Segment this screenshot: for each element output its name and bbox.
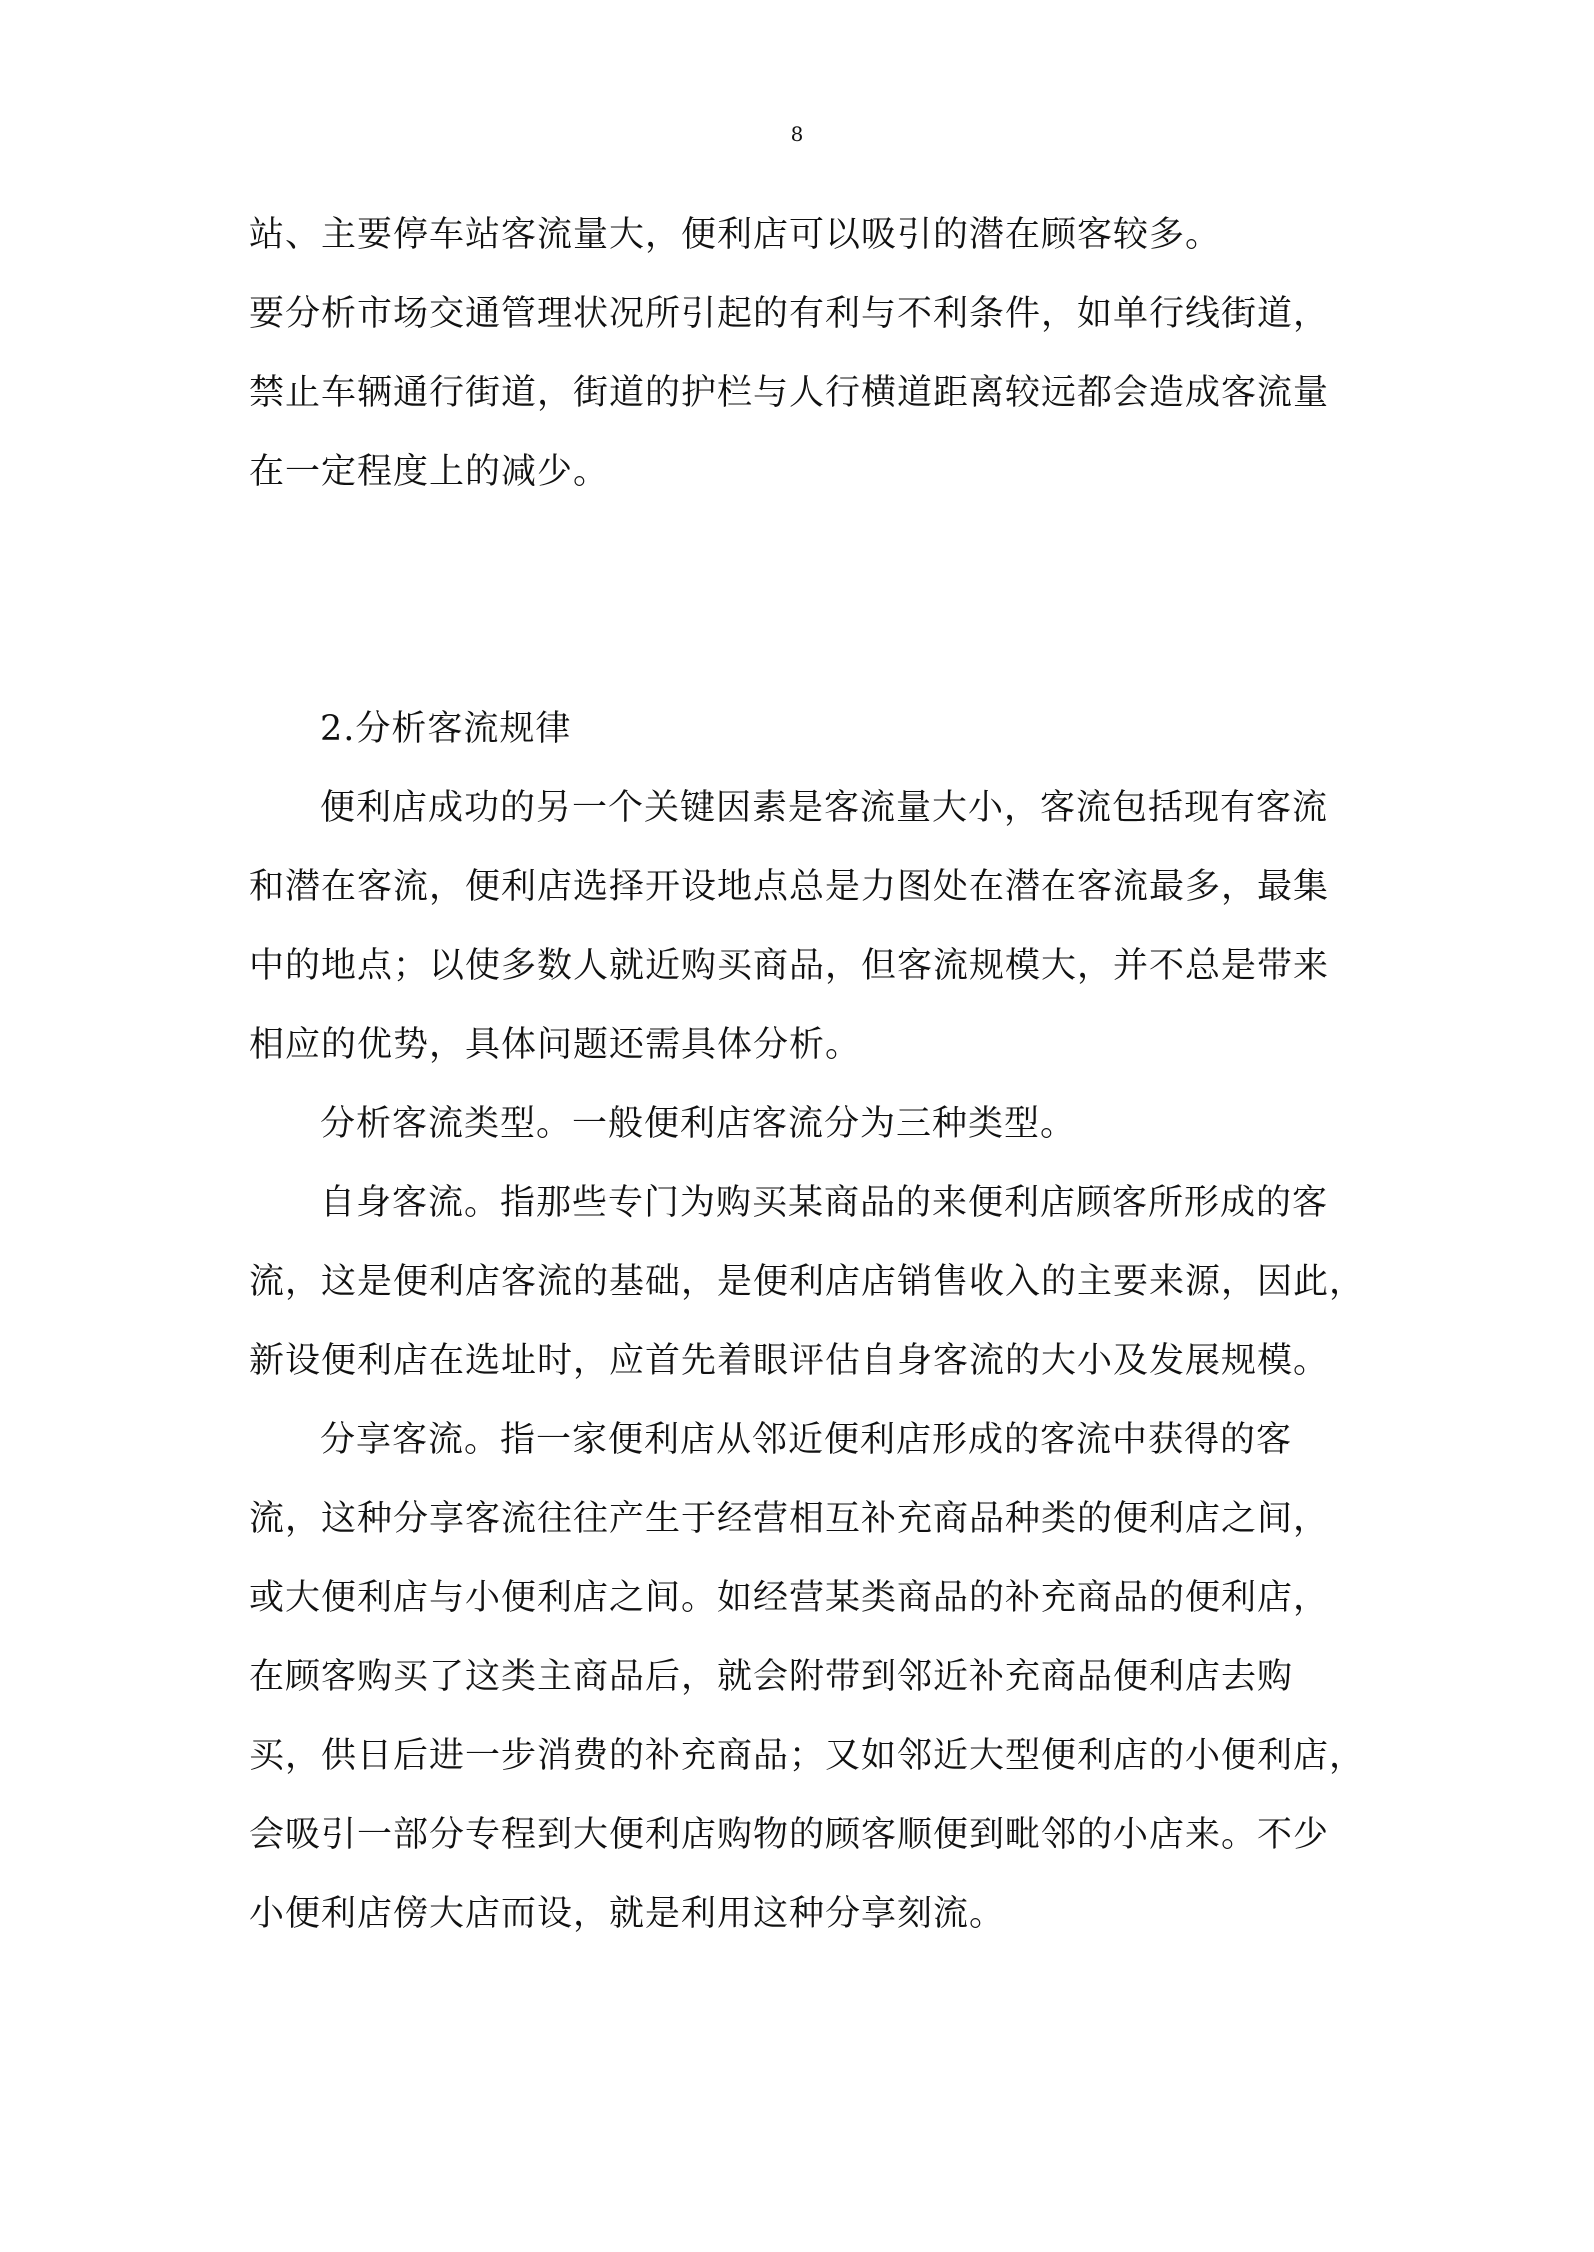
page-number: 8 [790,122,804,146]
text-line: 或大便利店与小便利店之间。如经营某类商品的补充商品的便利店， [249,1578,1330,1618]
section-customer-flow [249,690,1366,1954]
text-line: 自身客流。指那些专门为购买某商品的来便利店顾客所形成的客 [320,1183,1329,1223]
section-heading: 2.分析客流规律 [320,709,572,749]
text-line: 在一定程度上的减少。 [249,452,610,492]
text-line: 流，这种分享客流往往产生于经营相互补充商品种类的便利店之间， [249,1499,1330,1539]
text-line: 会吸引一部分专程到大便利店购物的顾客顺便到毗邻的小店来。不少 [249,1815,1330,1855]
text-line: 和潜在客流，便利店选择开设地点总是力图处在潜在客流最多，最集 [249,867,1330,907]
text-line: 相应的优势，具体问题还需具体分析。 [249,1025,862,1065]
text-line: 流，这是便利店客流的基础，是便利店店销售收入的主要来源，因此， [249,1262,1366,1302]
text-line: 买，供日后进一步消费的补充商品；又如邻近大型便利店的小便利店， [249,1736,1366,1776]
text-line: 分析客流类型。一般便利店客流分为三种类型。 [320,1104,1077,1144]
text-line: 小便利店傍大店而设，就是利用这种分享刻流。 [249,1894,1006,1934]
text-line: 便利店成功的另一个关键因素是客流量大小，客流包括现有客流 [320,788,1329,828]
text-line: 分享客流。指一家便利店从邻近便利店形成的客流中获得的客 [320,1420,1293,1460]
text-line: 站、主要停车站客流量大，便利店可以吸引的潜在顾客较多。 [249,215,1222,255]
text-line: 禁止车辆通行街道，街道的护栏与人行横道距离较远都会造成客流量 [249,373,1330,413]
text-line: 在顾客购买了这类主商品后，就会附带到邻近补充商品便利店去购 [249,1657,1294,1697]
text-line: 要分析市场交通管理状况所引起的有利与不利条件，如单行线街道， [249,294,1330,334]
paragraph-traffic-conditions [249,196,1359,512]
text-line: 新设便利店在选址时，应首先着眼评估自身客流的大小及发展规模。 [249,1341,1330,1381]
text-line: 中的地点；以使多数人就近购买商品，但客流规模大，并不总是带来 [249,946,1330,986]
